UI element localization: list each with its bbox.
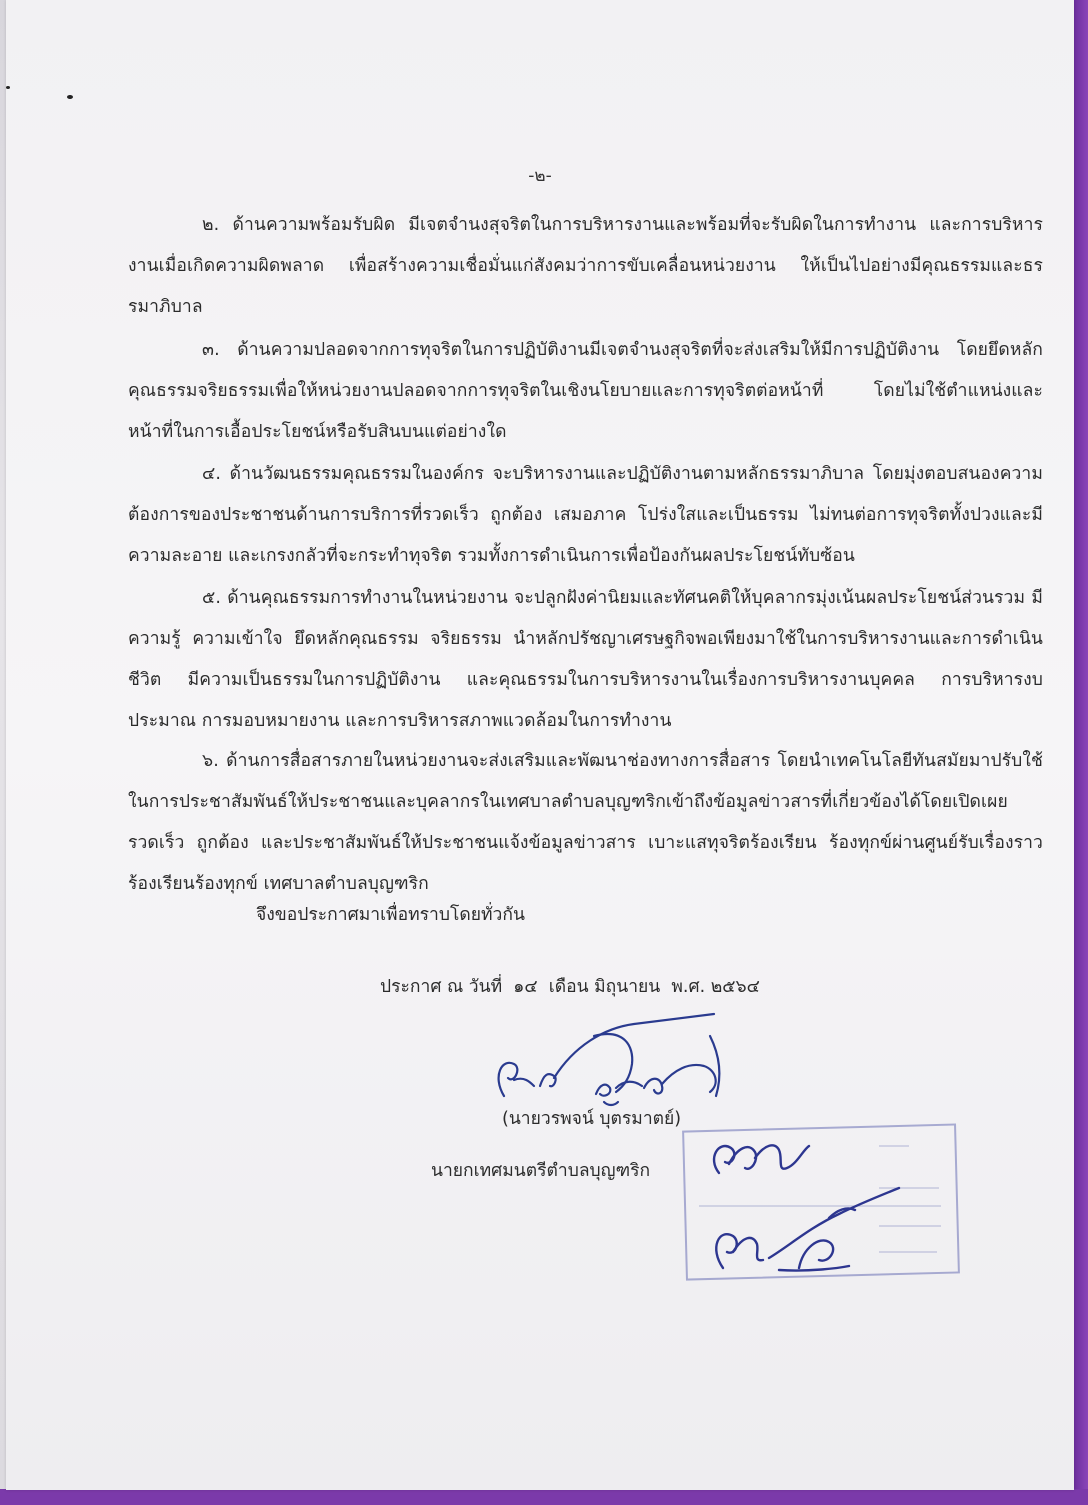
paragraph-item-4: ๔. ด้านวัฒนธรรมคุณธรรมในองค์กร จะบริหารงานและปฏิบัติงานตามหลักธรรมาภิบาล โดยมุ่งตอบสนองความต้องการของประชาชนด้านการบริการที่รวดเร็ว ถูกต้อง เสมอภาค โปร่งใสและเป็นธรรม ไม่ทนต่อการทุจริตทั้งปวงและมีความละอาย และเกรงกลัวที่จะกระทำทุจริต รวมทั้งการดำเนินการเพื่อป้องกันผลประโยชน์ทับซ้อน (128, 464, 1043, 566)
mayor-signature (484, 1006, 744, 1116)
speck-mark (67, 95, 73, 99)
paragraph-item-2: ๒. ด้านความพร้อมรับผิด มีเจตจำนงสุจริตในการบริหารงานและพร้อมที่จะรับผิดในการทำงาน และการบริหารงานเมื่อเกิดความผิดพลาด เพื่อสร้างความเชื่อมั่นแก่สังคมว่าการขับเคลื่อนหน่วยงาน ให้เป็นไปอย่างมีคุณธรรมและธรรมาภิบาล (128, 215, 1043, 317)
document-page (6, 0, 1074, 1490)
page-number: -๒- (528, 166, 552, 186)
signer-title: นายกเทศมนตรีตำบลบุญฑริก (431, 1161, 651, 1181)
official-stamp (679, 1118, 965, 1283)
speck-mark (6, 86, 10, 89)
paragraph-item-3: ๓. ด้านความปลอดจากการทุจริตในการปฏิบัติงานมีเจตจำนงสุจริตที่จะส่งเสริมให้มีการปฏิบัติงาน โดยยึดหลักคุณธรรมจริยธรรมเพื่อให้หน่วยงานปลอดจากการทุจริตในเชิงนโยบายและการทุจริตต่อหน้าที่ โดยไม่ใช้ตำแหน่งและหน้าที่ในการเอื้อประโยชน์หรือรับสินบนแต่อย่างใด (128, 340, 1043, 442)
purple-edge-right (1074, 0, 1088, 1505)
purple-edge-bottom (0, 1489, 1088, 1505)
closing-statement: จึงขอประกาศมาเพื่อทราบโดยทั่วกัน (256, 905, 525, 925)
announcement-date: ประกาศ ณ วันที่ ๑๔ เดือน มิถุนายน พ.ศ. ๒๕๖๔ (380, 977, 760, 997)
paragraph-item-5: ๕. ด้านคุณธรรมการทำงานในหน่วยงาน จะปลูกฝังค่านิยมและทัศนคติให้บุคลากรมุ่งเน้นผลประโยชน์ส่วนรวม มีความรู้ ความเข้าใจ ยึดหลักคุณธรรม จริยธรรม นำหลักปรัชญาเศรษฐกิจพอเพียงมาใช้ในการบริหารงานและการดำเนินชีวิต มีความเป็นธรรมในการปฏิบัติงาน และคุณธรรมในการบริหารงานในเรื่องการบริหารงานบุคคล การบริหารงบประมาณ การมอบหมายงาน และการบริหารสภาพแวดล้อมในการทำงาน (128, 588, 1043, 731)
paragraph-item-6: ๖. ด้านการสื่อสารภายในหน่วยงานจะส่งเสริมและพัฒนาช่องทางการสื่อสาร โดยนำเทคโนโลยีทันสมัยมาปรับใช้ในการประชาสัมพันธ์ให้ประชาชนและบุคลากรในเทศบาลตำบลบุญฑริกเข้าถึงข้อมูลข่าวสารที่เกี่ยวข้องได้โดยเปิดเผยรวดเร็ว ถูกต้อง และประชาสัมพันธ์ให้ประชาชนแจ้งข้อมูลข่าวสาร เบาะแสทุจริตร้องเรียน ร้องทุกข์ผ่านศูนย์รับเรื่องราวร้องเรียนร้องทุกข์ เทศบาลตำบลบุญฑริก (128, 751, 1043, 894)
signer-name: (นายวรพจน์ บุตรมาตย์) (502, 1109, 682, 1129)
